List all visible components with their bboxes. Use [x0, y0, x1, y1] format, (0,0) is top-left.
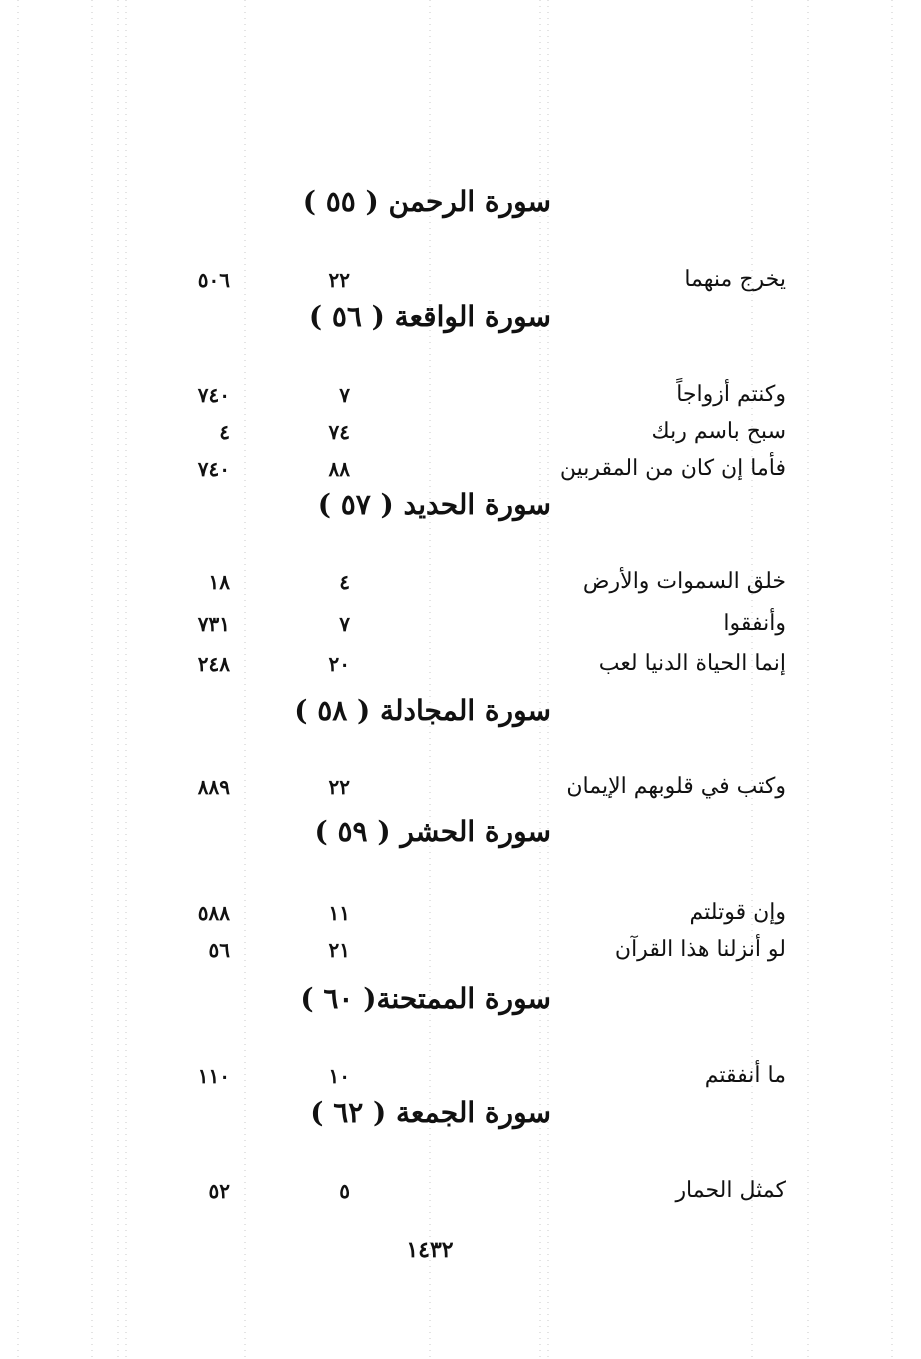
ayah-number: ٢١	[328, 938, 350, 962]
verse-text: سبح باسم ربك	[651, 419, 786, 444]
verse-text: إنما الحياة الدنيا لعب	[598, 651, 786, 676]
page-reference: ٥٨٨	[197, 901, 230, 925]
index-entry	[0, 414, 921, 450]
index-entry	[0, 377, 921, 413]
page-reference: ١٨	[208, 570, 230, 594]
page-reference: ٥٦	[208, 938, 230, 962]
index-entry	[0, 895, 921, 931]
verse-text: وكتب في قلوبهم الإيمان	[566, 774, 786, 799]
verse-text: ما أنفقتم	[704, 1063, 786, 1088]
index-entry	[0, 564, 921, 600]
ayah-number: ٧	[339, 612, 350, 636]
page-reference: ٨٨٩	[197, 775, 230, 799]
surah-heading-58: سورة المجادلة ( ٥٨ )	[294, 694, 551, 727]
ayah-number: ٢٢	[328, 268, 350, 292]
index-entry	[0, 646, 921, 682]
index-entry	[0, 1058, 921, 1094]
verse-text: كمثل الحمار	[675, 1178, 786, 1203]
page-reference: ٤	[219, 420, 230, 444]
index-entry	[0, 1173, 921, 1209]
page-reference: ٧٤٠	[197, 383, 230, 407]
ayah-number: ٤	[339, 570, 350, 594]
verse-text: خلق السموات والأرض	[582, 569, 786, 594]
page-reference: ٢٤٨	[197, 652, 230, 676]
page-reference: ٥٢	[208, 1179, 230, 1203]
page-reference: ١١٠	[197, 1064, 230, 1088]
verse-text: لو أنزلنا هذا القرآن	[614, 937, 786, 962]
index-entry	[0, 932, 921, 968]
verse-text: وأنفقوا	[723, 611, 786, 636]
ayah-number: ٥	[339, 1179, 350, 1203]
surah-heading-56: سورة الواقعة ( ٥٦ )	[308, 300, 551, 333]
verse-text: يخرج منهما	[684, 267, 786, 292]
surah-heading-59: سورة الحشر ( ٥٩ )	[314, 815, 551, 848]
ayah-number: ١٠	[328, 1064, 350, 1088]
ayah-number: ٢٢	[328, 775, 350, 799]
ayah-number: ١١	[328, 901, 350, 925]
page-number: ١٤٣٢	[406, 1237, 454, 1263]
ayah-number: ٨٨	[328, 457, 350, 481]
page-reference: ٥٠٦	[197, 268, 230, 292]
index-entry	[0, 451, 921, 487]
index-entry	[0, 769, 921, 805]
surah-heading-55: سورة الرحمن ( ٥٥ )	[302, 185, 551, 218]
page-reference: ٧٣١	[197, 612, 230, 636]
surah-heading-62: سورة الجمعة ( ٦٢ )	[310, 1096, 551, 1129]
verse-text: وكنتم أزواجاً	[676, 382, 786, 407]
verse-text: وإن قوتلتم	[689, 900, 786, 925]
surah-heading-57: سورة الحديد ( ٥٧ )	[317, 488, 551, 521]
page-reference: ٧٤٠	[197, 457, 230, 481]
ayah-number: ٧٤	[328, 420, 350, 444]
index-entry	[0, 262, 921, 298]
verse-text: فأما إن كان من المقربين	[559, 456, 786, 481]
index-entry	[0, 606, 921, 642]
ayah-number: ٢٠	[328, 652, 350, 676]
ayah-number: ٧	[339, 383, 350, 407]
surah-heading-60: سورة الممتحنة( ٦٠ )	[300, 982, 551, 1015]
